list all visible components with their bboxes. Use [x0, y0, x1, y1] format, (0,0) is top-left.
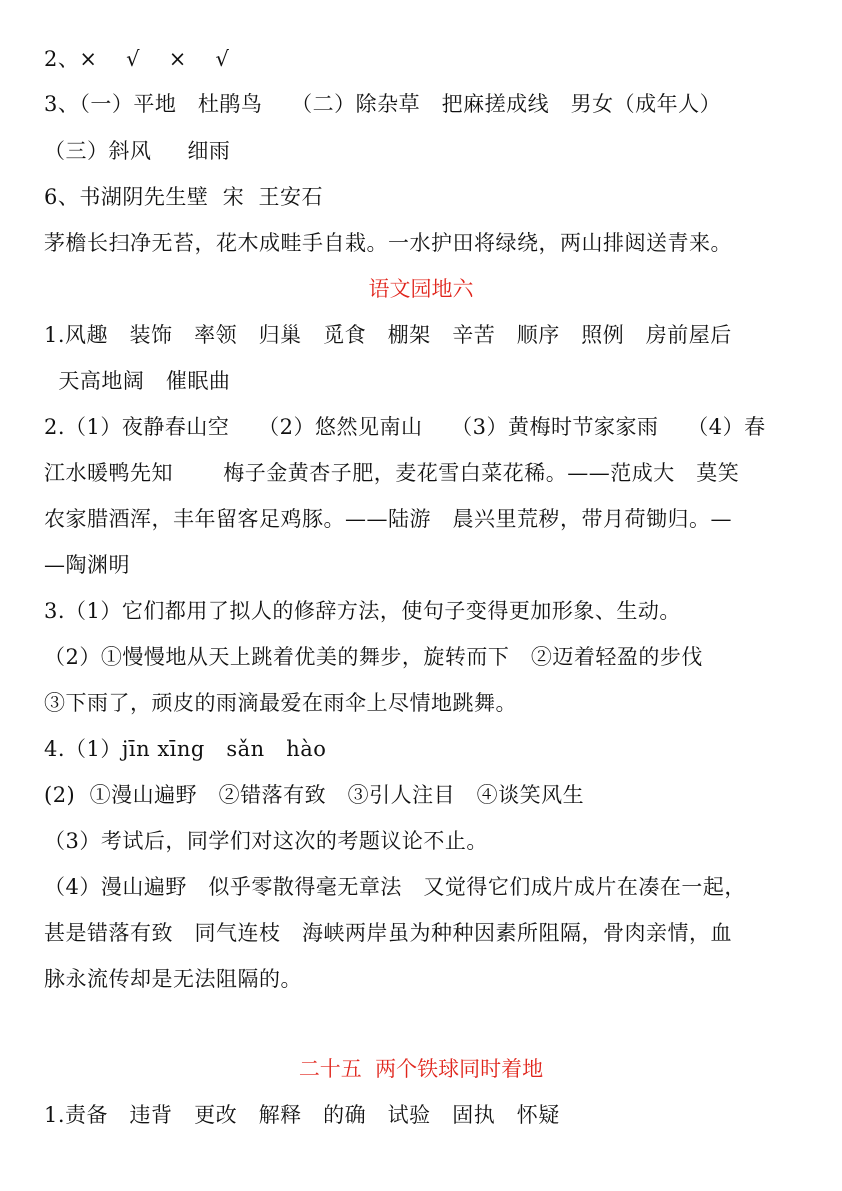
answer-line-3-cont: （三）斜风 细雨	[44, 139, 231, 163]
section-6-line-2-cont-b: 农家腊酒浑，丰年留客足鸡豚。——陆游 晨兴里荒秽，带月荷锄归。—	[44, 507, 733, 531]
section-heading-yuwen-yuandi-6: 语文园地六	[368, 277, 474, 301]
section-heading-lesson-25: 二十五 两个铁球同时着地	[298, 1057, 544, 1081]
section-6-line-4-4: （4）漫山遍野 似乎零散得毫无章法 又觉得它们成片成片在凑在一起，	[44, 875, 746, 899]
section-6-line-4-4-cont-b: 脉永流传却是无法阻隔的。	[44, 967, 302, 991]
section-6-line-1: 1.风趣 装饰 率领 归巢 觅食 棚架 辛苦 顺序 照例 房前屋后	[44, 323, 732, 347]
section-6-line-3: 3.（1）它们都用了拟人的修辞方法，使句子变得更加形象、生动。	[44, 599, 681, 623]
section-6-line-1-cont: 天高地阔 催眠曲	[44, 369, 231, 393]
answer-line-6: 6、书湖阴先生壁 宋 王安石	[44, 185, 324, 209]
section-6-line-3-2-cont: ③下雨了，顽皮的雨滴最爱在雨伞上尽情地跳舞。	[44, 691, 517, 715]
section-6-line-2-cont-a: 江水暖鸭先知 梅子金黄杏子肥，麦花雪白菜花稀。——范成大 莫笑	[44, 461, 740, 485]
section-6-line-4: 4.（1）jīn xīng sǎn hào	[44, 737, 327, 761]
answer-line-2: 2、× √ × √	[44, 47, 230, 71]
section-6-line-4-4-cont-a: 甚是错落有致 同气连枝 海峡两岸虽为种种因素所阻隔，骨肉亲情，血	[44, 921, 733, 945]
section-6-line-3-2: （2）①慢慢地从天上跳着优美的舞步，旋转而下 ②迈着轻盈的步伐	[44, 645, 703, 669]
lesson-25-line-1: 1.责备 违背 更改 解释 的确 试验 固执 怀疑	[44, 1103, 560, 1127]
section-6-line-2: 2.（1）夜静春山空 （2）悠然见南山 （3）黄梅时节家家雨 （4）春	[44, 415, 766, 439]
section-6-line-4-2: (2) ①漫山遍野 ②错落有致 ③引人注目 ④谈笑风生	[44, 783, 585, 807]
section-6-line-4-3: （3）考试后，同学们对这次的考题议论不止。	[44, 829, 488, 853]
poem-line: 茅檐长扫净无苔，花木成畦手自栽。一水护田将绿绕，两山排闼送青来。	[44, 231, 732, 255]
section-6-line-2-cont-c: —陶渊明	[44, 553, 130, 577]
answer-line-3: 3、（一）平地 杜鹃鸟 （二）除杂草 把麻搓成线 男女（成年人）	[44, 92, 722, 116]
